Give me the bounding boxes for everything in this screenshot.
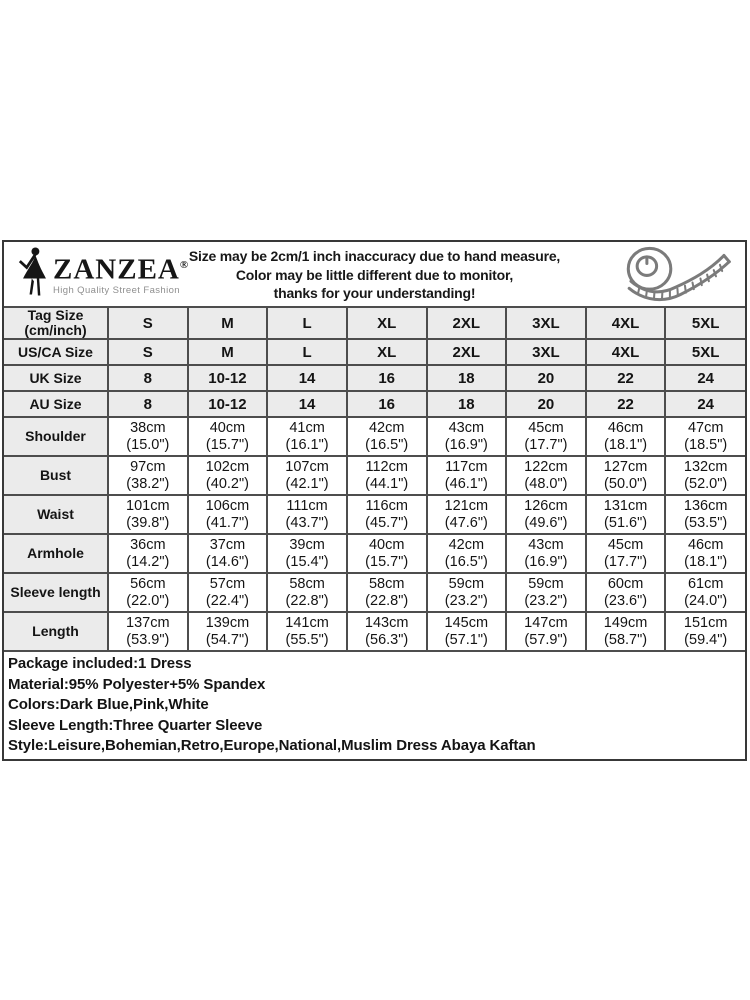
cell-line: 58cm — [368, 575, 405, 592]
cell-line: 59cm — [528, 575, 564, 592]
size-cell — [347, 339, 427, 365]
measurement-cell — [267, 612, 347, 650]
measurement-cell — [267, 417, 347, 456]
size-cell — [427, 391, 507, 417]
cell-line: 10-12 — [208, 369, 247, 387]
cell-line: 10-12 — [208, 395, 247, 413]
measurement-cell — [506, 495, 586, 534]
size-table-body — [4, 308, 745, 650]
row-label — [4, 391, 108, 417]
chart-header — [4, 242, 745, 308]
cell-line: 101cm — [126, 497, 170, 514]
cell-line: L — [302, 343, 312, 361]
row-label — [4, 365, 108, 391]
cell-line: 42cm — [368, 419, 405, 436]
row-label-line: Waist — [37, 506, 74, 522]
cell-line: (59.4") — [684, 631, 728, 648]
cell-line: 5XL — [691, 343, 720, 361]
size-cell — [506, 308, 586, 339]
cell-line: 102cm — [205, 458, 250, 475]
cell-line: 8 — [143, 395, 152, 413]
table-row — [4, 534, 745, 573]
size-cell — [267, 365, 347, 391]
table-row — [4, 495, 745, 534]
cell-line: 18 — [457, 369, 475, 387]
cell-line: (43.7") — [285, 514, 329, 531]
measurement-cell — [427, 534, 507, 573]
measurement-cell — [347, 612, 427, 650]
cell-line: 14 — [298, 395, 316, 413]
measurement-cell — [427, 612, 507, 650]
cell-line: 20 — [537, 369, 555, 387]
cell-line: (16.5") — [365, 436, 409, 453]
row-label — [4, 495, 108, 534]
measurement-cell — [586, 417, 666, 456]
cell-line: 4XL — [611, 314, 640, 332]
size-cell — [586, 391, 666, 417]
size-cell — [108, 391, 188, 417]
size-cell — [586, 365, 666, 391]
size-table — [4, 308, 745, 650]
size-cell — [665, 339, 745, 365]
cell-line: (14.6") — [205, 553, 249, 570]
cell-line: (16.9") — [444, 436, 488, 453]
cell-line: 37cm — [209, 536, 246, 553]
footer-line-material: Material:95% Polyester+5% Spandex — [8, 675, 266, 693]
footer-notes — [4, 650, 745, 759]
measurement-cell — [586, 456, 666, 495]
row-label-line: US/CA Size — [18, 343, 93, 360]
size-cell — [188, 308, 268, 339]
cell-line: (22.8") — [365, 592, 409, 609]
measurement-cell — [665, 612, 745, 650]
cell-line: (14.2") — [126, 553, 170, 570]
cell-line: 136cm — [683, 497, 728, 514]
footer-line-style: Style:Leisure,Bohemian,Retro,Europe,National,Muslim Dress Abaya Kaftan — [8, 737, 536, 754]
cell-line: 126cm — [524, 497, 568, 514]
cell-line: (46.1") — [444, 475, 488, 492]
cell-line: 16 — [378, 395, 396, 413]
cell-line: 22 — [617, 395, 634, 413]
cell-line: 57cm — [209, 575, 246, 592]
measurement-cell — [108, 534, 188, 573]
table-row — [4, 365, 745, 391]
size-cell — [347, 308, 427, 339]
cell-line: 39cm — [289, 536, 325, 553]
cell-line: (17.7") — [524, 436, 568, 453]
size-cell — [665, 391, 745, 417]
row-label-line: Tag Size — [27, 307, 84, 323]
cell-line: 42cm — [448, 536, 485, 553]
size-cell — [108, 365, 188, 391]
measurement-cell — [188, 573, 268, 612]
measurement-cell — [108, 573, 188, 612]
cell-line: 8 — [143, 369, 152, 387]
cell-line: 4XL — [611, 343, 640, 361]
cell-line: 116cm — [365, 497, 408, 514]
size-cell — [506, 391, 586, 417]
size-cell — [427, 365, 507, 391]
measurement-cell — [108, 417, 188, 456]
cell-line: (55.5") — [285, 631, 329, 648]
cell-line: L — [302, 314, 312, 332]
cell-line: 121cm — [444, 497, 489, 514]
cell-line: (52.0") — [684, 475, 728, 492]
size-cell — [108, 308, 188, 339]
cell-line: 5XL — [691, 314, 720, 332]
cell-line: (56.3") — [365, 631, 409, 648]
size-cell — [506, 365, 586, 391]
measurement-cell — [427, 573, 507, 612]
cell-line: (51.6") — [604, 514, 648, 531]
cell-line: 107cm — [285, 458, 329, 475]
cell-line: (49.6") — [524, 514, 568, 531]
measurement-cell — [665, 417, 745, 456]
row-label — [4, 612, 108, 650]
cell-line: (22.0") — [126, 592, 170, 609]
cell-line: (18.5") — [684, 436, 728, 453]
table-row — [4, 612, 745, 650]
cell-line: (41.7") — [205, 514, 249, 531]
cell-line: XL — [377, 314, 397, 332]
measurement-cell — [188, 456, 268, 495]
cell-line: 41cm — [289, 419, 325, 436]
cell-line: 24 — [697, 369, 715, 387]
cell-line: 141cm — [285, 614, 329, 631]
size-cell — [188, 339, 268, 365]
row-label — [4, 417, 108, 456]
cell-line: 45cm — [607, 536, 644, 553]
cell-line: (16.5") — [444, 553, 488, 570]
cell-line: 38cm — [130, 419, 166, 436]
cell-line: 22 — [617, 369, 634, 387]
measurement-cell — [188, 417, 268, 456]
measurement-cell — [586, 534, 666, 573]
cell-line: S — [142, 343, 153, 361]
cell-line: 117cm — [445, 458, 488, 475]
disclaimer-line-3: thanks for your understanding! — [273, 285, 476, 301]
cell-line: 40cm — [368, 536, 405, 553]
measurement-cell — [665, 534, 745, 573]
cell-line: (15.4") — [285, 553, 329, 570]
footer-line-sleeve: Sleeve Length:Three Quarter Sleeve — [8, 716, 263, 734]
cell-line: 3XL — [532, 343, 560, 361]
size-cell — [188, 365, 268, 391]
measurement-cell — [347, 534, 427, 573]
cell-line: (38.2") — [126, 475, 170, 492]
cell-line: 58cm — [289, 575, 325, 592]
cell-line: (22.8") — [285, 592, 329, 609]
cell-line: (42.1") — [285, 475, 329, 492]
size-chart-panel — [2, 240, 747, 761]
measurement-cell — [427, 456, 507, 495]
measurement-cell — [665, 573, 745, 612]
footer-line-colors: Colors:Dark Blue,Pink,White — [8, 696, 209, 713]
cell-line: (16.1") — [285, 436, 329, 453]
measurement-cell — [506, 534, 586, 573]
size-cell — [427, 308, 507, 339]
cell-line: (54.7") — [205, 631, 249, 648]
cell-line: 45cm — [528, 419, 564, 436]
brand-tagline: High Quality Street Fashion — [53, 284, 180, 296]
cell-line: (15.0") — [126, 436, 170, 453]
table-row — [4, 573, 745, 612]
cell-line: (40.2") — [205, 475, 249, 492]
cell-line: (48.0") — [524, 475, 568, 492]
measurement-cell — [108, 612, 188, 650]
measurement-cell — [108, 495, 188, 534]
cell-line: 20 — [537, 395, 555, 413]
measurement-cell — [188, 534, 268, 573]
cell-line: 59cm — [448, 575, 485, 592]
size-cell — [665, 365, 745, 391]
cell-line: (15.7") — [205, 436, 249, 453]
cell-line: 46cm — [687, 536, 724, 553]
row-label-line: Armhole — [27, 545, 84, 561]
cell-line: (18.1") — [684, 553, 728, 570]
cell-line: 16 — [378, 369, 396, 387]
cell-line: M — [221, 343, 234, 361]
cell-line: (23.2") — [524, 592, 568, 609]
table-row — [4, 417, 745, 456]
measurement-cell — [347, 417, 427, 456]
cell-line: 14 — [298, 369, 316, 387]
table-row — [4, 391, 745, 417]
cell-line: 43cm — [528, 536, 564, 553]
size-cell — [267, 308, 347, 339]
brand-name: ZANZEA® — [53, 253, 189, 286]
size-cell — [665, 308, 745, 339]
measurement-cell — [506, 612, 586, 650]
cell-line: 137cm — [126, 614, 170, 631]
measurement-cell — [586, 612, 666, 650]
cell-line: (58.7") — [604, 631, 648, 648]
measurement-cell — [267, 456, 347, 495]
cell-line: (16.9") — [524, 553, 568, 570]
cell-line: 46cm — [607, 419, 644, 436]
measurement-cell — [586, 495, 666, 534]
cell-line: (45.7") — [365, 514, 409, 531]
measurement-cell — [347, 573, 427, 612]
table-row — [4, 308, 745, 339]
row-label — [4, 339, 108, 365]
cell-line: 132cm — [683, 458, 728, 475]
measurement-cell — [188, 495, 268, 534]
footer-line-package: Package included:1 Dress — [8, 655, 192, 672]
size-cell — [586, 339, 666, 365]
cell-line: 36cm — [130, 536, 166, 553]
measurement-cell — [188, 612, 268, 650]
cell-line: 122cm — [524, 458, 568, 475]
cell-line: (53.5") — [684, 514, 728, 531]
table-row — [4, 339, 745, 365]
row-label-line: (cm/inch) — [24, 322, 87, 338]
measurement-cell — [267, 534, 347, 573]
cell-line: 111cm — [286, 497, 328, 514]
cell-line: 24 — [697, 395, 715, 413]
measurement-cell — [506, 573, 586, 612]
cell-line: 97cm — [130, 458, 166, 475]
row-label-line: Sleeve length — [10, 584, 101, 600]
measurement-cell — [427, 495, 507, 534]
cell-line: M — [221, 314, 234, 332]
cell-line: (57.1") — [444, 631, 488, 648]
cell-line: 43cm — [448, 419, 485, 436]
row-label — [4, 534, 108, 573]
cell-line: S — [142, 314, 153, 332]
cell-line: (39.8") — [126, 514, 170, 531]
measurement-cell — [108, 456, 188, 495]
cell-line: (50.0") — [604, 475, 648, 492]
measurement-cell — [347, 495, 427, 534]
cell-line: (47.6") — [444, 514, 488, 531]
cell-line: 2XL — [452, 343, 481, 361]
row-label — [4, 573, 108, 612]
cell-line: (17.7") — [604, 553, 648, 570]
measurement-cell — [506, 417, 586, 456]
cell-line: 40cm — [209, 419, 246, 436]
cell-line: 56cm — [130, 575, 166, 592]
registered-mark: ® — [179, 259, 189, 272]
disclaimer-line-1: Size may be 2cm/1 inch inaccuracy due to hand measure, — [188, 248, 561, 264]
cell-line: 106cm — [205, 497, 250, 514]
measurement-cell — [267, 573, 347, 612]
row-label-line: Shoulder — [25, 428, 86, 444]
cell-line: (23.2") — [444, 592, 488, 609]
row-label-line: AU Size — [29, 395, 82, 412]
cell-line: 60cm — [607, 575, 644, 592]
cell-line: (23.6") — [604, 592, 648, 609]
measurement-cell — [665, 495, 745, 534]
size-cell — [347, 365, 427, 391]
cell-line: (22.4") — [205, 592, 249, 609]
cell-line: (53.9") — [126, 631, 170, 648]
cell-line: (18.1") — [604, 436, 648, 453]
tape-measure-icon — [617, 244, 737, 311]
row-label — [4, 456, 108, 495]
size-cell — [586, 308, 666, 339]
cell-line: 61cm — [687, 575, 724, 592]
cell-line: 112cm — [365, 458, 408, 475]
disclaimer-line-2: Color may be little different due to monitor, — [235, 266, 514, 283]
cell-line: 127cm — [603, 458, 648, 475]
cell-line: 47cm — [687, 419, 724, 436]
cell-line: (57.9") — [524, 631, 568, 648]
cell-line: 131cm — [603, 497, 648, 514]
measurement-cell — [665, 456, 745, 495]
cell-line: 147cm — [524, 614, 568, 631]
cell-line: XL — [377, 343, 397, 361]
cell-line: 149cm — [603, 614, 648, 631]
measurement-cell — [586, 573, 666, 612]
cell-line: (24.0") — [684, 592, 728, 609]
cell-line: 18 — [457, 395, 475, 413]
measurement-cell — [506, 456, 586, 495]
cell-line: 143cm — [364, 614, 409, 631]
size-cell — [267, 339, 347, 365]
cell-line: (44.1") — [365, 475, 409, 492]
cell-line: 2XL — [452, 314, 481, 332]
size-cell — [506, 339, 586, 365]
row-label-line: Length — [32, 623, 79, 639]
row-label-line: Bust — [39, 467, 72, 483]
row-label — [4, 308, 108, 339]
size-cell — [427, 339, 507, 365]
cell-line: 3XL — [532, 314, 560, 332]
table-row — [4, 456, 745, 495]
size-cell — [347, 391, 427, 417]
size-cell — [267, 391, 347, 417]
cell-line: 151cm — [683, 614, 728, 631]
row-label-line: UK Size — [29, 369, 82, 386]
measurement-cell — [267, 495, 347, 534]
cell-line: (15.7") — [365, 553, 409, 570]
measurement-cell — [347, 456, 427, 495]
size-cell — [188, 391, 268, 417]
measurement-cell — [427, 417, 507, 456]
size-cell — [108, 339, 188, 365]
cell-line: 145cm — [444, 614, 489, 631]
cell-line: 139cm — [205, 614, 250, 631]
